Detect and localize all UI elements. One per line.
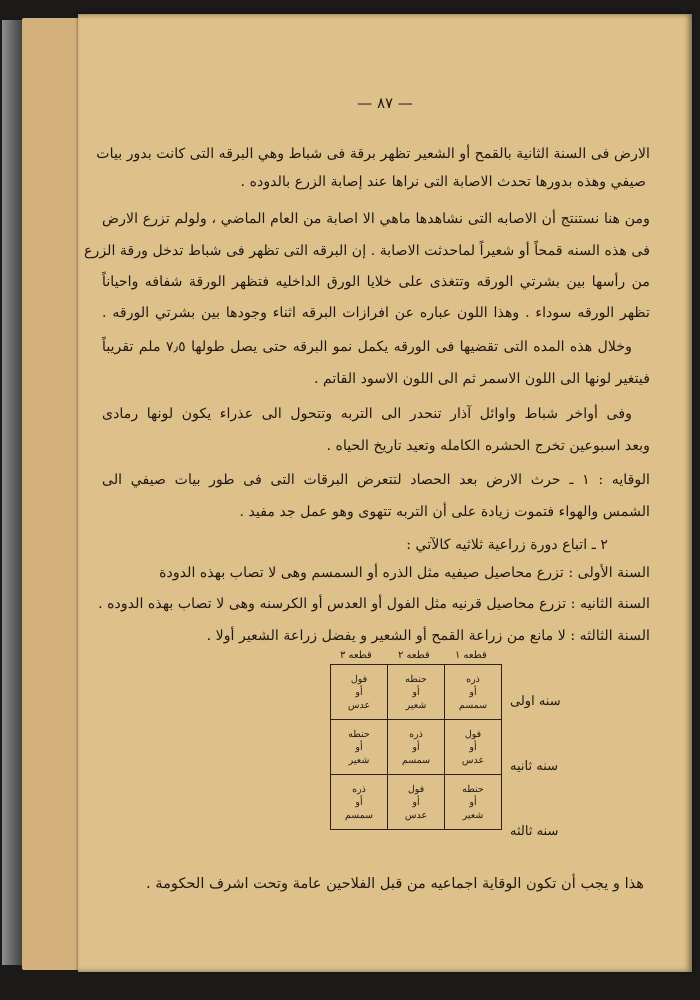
text-line: الشمس والهواء فتموت زيادة على أن التربه تتهوى وهو عمل جد مفيد .	[239, 504, 650, 520]
text-line: الوقايه : ١ ـ حرث الارض بعد الحصاد لتتعرض البرقات التى فى طور بيات صيفي الى	[102, 472, 650, 488]
table-cell: حنطه أو شعير	[388, 665, 445, 720]
book-spine-edge	[2, 20, 24, 965]
text-line: وخلال هذه المده التى تقضيها فى الورقه يكمل نمو البرقه حتى يصل طولها ٧٫٥ ملم تقريباً	[102, 339, 632, 355]
text-line: تظهر الورقه سوداء . وهذا اللون عباره عن افرازات البرقه اثناء وجودها بين بشرتي الورقه .	[102, 305, 650, 321]
page-number: — ٨٧ —	[357, 94, 413, 112]
table-cell: ذره أو سمسم	[388, 720, 445, 775]
column-header: قطعه ١	[455, 650, 487, 661]
crop-rotation-table	[330, 664, 502, 830]
row-label: سنه ثانيه	[510, 759, 559, 774]
text-line: صيفي وهذه بدورها تحدث الاصابة التى نراها عند إصابة الزرع بالدوده .	[240, 174, 646, 190]
table-cell: ذره أو سمسم	[445, 665, 502, 720]
text-line: من رأسها بين بشرتي الورقه وتتغذى على خلايا الورق الداخليه فتظهر الورقة شفافه واحياناً	[102, 274, 650, 290]
text-line: السنة الأولى : تزرع محاصيل صيفيه مثل الذره أو السمسم وهى لا تصاب بهذه الدودة	[159, 565, 650, 581]
column-header: قطعه ٣	[340, 650, 372, 661]
book-page	[78, 14, 692, 972]
text-line: فى هذه السنه قمحاً أو شعيراً لماحدثت الاصابة . إن البرقه التى تظهر فى شباط تدخل ورقة الزرع	[84, 243, 650, 259]
table-row	[331, 775, 502, 830]
table-row	[331, 720, 502, 775]
table-row	[331, 665, 502, 720]
text-line: الارض فى السنة الثانية بالقمح أو الشعير تظهر برقة فى شباط وهي البرقه التى كانت بدور بيات	[96, 146, 650, 162]
table-cell: فول أو عدس	[388, 775, 445, 830]
row-label: سنه اولى	[510, 694, 561, 709]
text-line: ومن هنا نستنتج أن الاصابه التى نشاهدها ماهي الا اصابة من العام الماضي ، ولولم تزرع الارض	[102, 211, 650, 227]
table-cell: ذره أو سمسم	[331, 775, 388, 830]
table-cell: فول أو عدس	[331, 665, 388, 720]
table-cell: حنطه أو شعير	[445, 775, 502, 830]
table-cell: فول أو عدس	[445, 720, 502, 775]
text-line: هذا و يجب أن تكون الوقاية اجماعيه من قبل الفلاحين عامة وتحت اشرف الحكومة .	[145, 875, 644, 892]
table-cell: حنطه أو شعير	[331, 720, 388, 775]
column-header: قطعه ٢	[398, 650, 430, 661]
text-line: السنة الثالثه : لا مانع من زراعة القمح أو الشعير و يفضل زراعة الشعير أولا .	[206, 628, 650, 644]
text-line: وفى أواخر شباط واوائل آذار تنحدر الى التربه وتتحول الى عذراء يكون لونها رمادى	[102, 406, 632, 422]
text-line: ٢ ـ اتباع دورة زراعية ثلاثيه كالآتي :	[406, 537, 608, 553]
text-line: فيتغير لونها الى اللون الاسمر ثم الى اللون الاسود القاتم .	[313, 371, 650, 387]
text-line: وبعد اسبوعين تخرج الحشره الكامله وتعيد تاريخ الحياه .	[326, 438, 650, 454]
text-line: السنة الثانيه : تزرع محاصيل قرنيه مثل الفول أو العدس أو الكرسنه وهى لا تصاب بهذه الدوده .	[98, 596, 650, 612]
row-label: سنه ثالثه	[510, 824, 559, 839]
